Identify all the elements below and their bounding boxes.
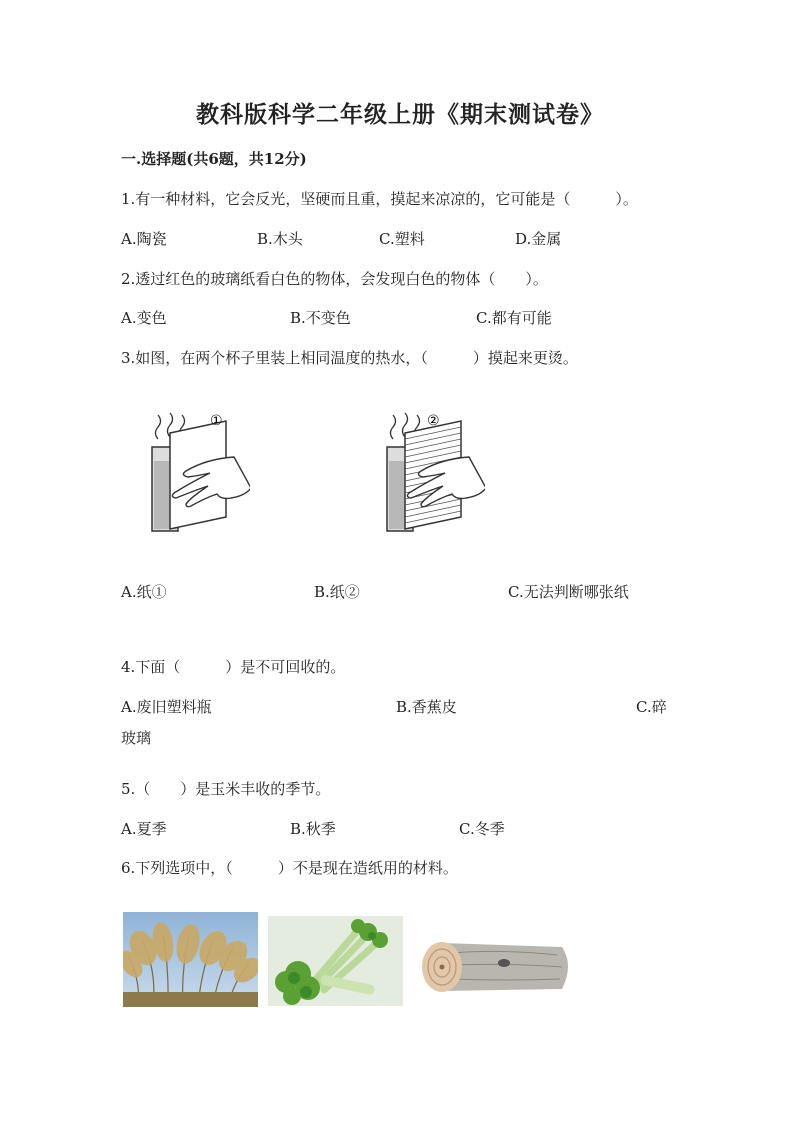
q2-option-c[interactable]: C.都有可能 xyxy=(476,309,552,327)
q3-option-a[interactable]: A.纸① xyxy=(121,583,167,601)
q2-option-a[interactable]: A.变色 xyxy=(121,309,167,327)
q2-option-b[interactable]: B.不变色 xyxy=(290,309,351,327)
figure-1-label: ① xyxy=(210,413,223,429)
q1-option-c[interactable]: C.塑料 xyxy=(379,230,425,248)
log-photo[interactable] xyxy=(412,935,577,997)
q5-option-a[interactable]: A.夏季 xyxy=(121,820,167,838)
section-header: 一.选择题(共6题，共12分) xyxy=(121,150,307,168)
question-2-text: 2.透过红色的玻璃纸看白色的物体，会发现白色的物体（ ）。 xyxy=(121,270,548,288)
q5-option-c[interactable]: C.冬季 xyxy=(459,820,505,838)
q3-option-c[interactable]: C.无法判断哪张纸 xyxy=(508,583,629,601)
q1-option-a[interactable]: A.陶瓷 xyxy=(121,230,167,248)
q4-option-b[interactable]: B.香蕉皮 xyxy=(396,698,457,716)
question-6-text: 6.下列选项中，（ ）不是现在造纸用的材料。 xyxy=(121,859,458,877)
cup-figure-2 xyxy=(375,405,485,540)
q4-option-a[interactable]: A.废旧塑料瓶 xyxy=(121,698,212,716)
q5-option-b[interactable]: B.秋季 xyxy=(290,820,336,838)
question-4-text: 4.下面（ ）是不可回收的。 xyxy=(121,658,346,676)
q3-option-b[interactable]: B.纸② xyxy=(314,583,360,601)
q4-option-c[interactable]: C.碎 xyxy=(636,698,667,716)
q1-option-b[interactable]: B.木头 xyxy=(257,230,303,248)
q4-option-c-continued: 玻璃 xyxy=(121,729,152,747)
question-5-text: 5.（ ）是玉米丰收的季节。 xyxy=(121,780,331,798)
question-3-text: 3.如图，在两个杯子里装上相同温度的热水，（ ）摸起来更烫。 xyxy=(121,349,578,367)
celery-photo[interactable] xyxy=(268,916,403,1006)
cup-figure-1 xyxy=(140,405,250,540)
question-1-text: 1.有一种材料，它会反光，坚硬而且重，摸起来凉凉的，它可能是（ ）。 xyxy=(121,190,638,208)
reed-photo[interactable] xyxy=(123,912,258,1007)
figure-2-label: ② xyxy=(427,413,440,429)
q1-option-d[interactable]: D.金属 xyxy=(515,230,562,248)
page-title: 教科版科学二年级上册《期末测试卷》 xyxy=(196,101,604,128)
